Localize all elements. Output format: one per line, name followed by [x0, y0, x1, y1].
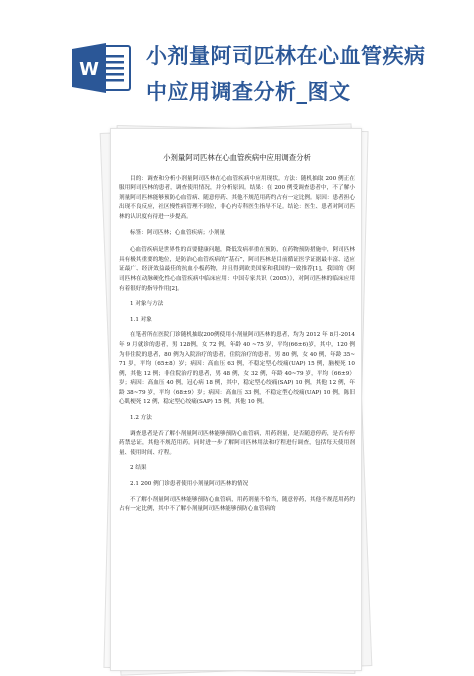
subsection-heading: 2.1 200 例门诊患者使用小剂量阿司匹林的情况	[130, 481, 249, 488]
results-paragraph: 不了解小剂量阿司匹林能够预防心血管病，用药剂量不恰当，随意停药，其他不规范用药约占有一定比例，其中不了解小剂量阿司匹林能够预防心血管病的	[119, 496, 355, 513]
svg-text:W: W	[79, 59, 99, 80]
subsection-heading: 1.1 对象	[130, 316, 152, 323]
document-title: 小剂量阿司匹林在心血管疾病中应用调查分析	[163, 153, 311, 162]
abstract-paragraph: 目的：调查和分析小剂量阿司匹林在心血管疾病中应用现状。方法：随机抽取 200 例正在服用阿司匹林的患者，调查使用情况，并分析原因。结果：在 200 例受调查患者中，不了解小剂量阿司匹林能够预防心血管病、随意停药、其他不规范用药约占有一定比例。原因：患者担心出现不良反应，社区慢性病管理不到位，非心内专科医生指导不足。结论：医生、患者对阿司匹林的认识度有待进一步提高。	[119, 175, 355, 220]
paper-sheet-front	[110, 128, 362, 671]
intro-paragraph: 心血管疾病是世界性的首要健康问题，降低发病率重在预防，在药物预防措施中，阿司匹林具有极其重要的地位，是防治心血管疾病的“基石”，阿司匹林是目前循证医学证据最丰富、适应证最广、经济效益最佳的抗血小板药物，并且得到欧美国家和我国的一致推荐[1]，我国的《阿司匹林在动脉硬化性心血管疾病中临床应用：中国专家共识（2005）》，对阿司匹林的临床应用有着很好的指导作用[2]。	[119, 247, 355, 292]
keywords-line: 标签：阿司匹林；心血管疾病；小剂量	[130, 229, 226, 236]
document-preview[interactable]	[110, 128, 360, 669]
section-heading: 1 对象与方法	[130, 301, 164, 308]
section-heading: 2 结果	[130, 465, 147, 472]
document-page	[119, 153, 355, 521]
subsection-heading: 1.2 方法	[130, 415, 152, 422]
subjects-paragraph: 在笔者所在医院门诊随机抽取200例使用小剂量阿司匹林的患者，均为 2012 年 8月-2014年 9 月就诊的患者，男 128例，女 72 例，年龄 40 ~75 岁，平均(66±6)岁，其中，120 例为非住院的患者，80 例为入院治疗的患者，住院治疗的患者，男 80 例，女 40 例，年龄 35~71 岁，平均（65±8）岁；病因：高血压 63 例，不稳定型心绞痛(UAP) 15 例，脑梗死 10 例，其他 12 例；非住院治疗的患者，男 48 例，女 32 例，年龄 40~79 岁，平均（66±9）岁；病因：高血压 40 例，冠心病 18 例，其中，稳定型心绞痛(SAP) 10 例，其他 12 例，年龄 38~79 岁，平均（68±9）岁；病因：高血压 33 例，不稳定型心绞痛(UAP) 10 例，陈旧心肌梗死 12 例，稳定型心绞痛(SAP) 15 例，其他 10 例。	[119, 332, 355, 406]
word-document-icon	[72, 42, 132, 94]
title-line-1: 小剂量阿司匹林在心血管疾病	[146, 44, 426, 68]
title-line-2: 中应用调查分析_图文	[146, 80, 351, 104]
methods-paragraph: 调查患者是否了解小剂量阿司匹林能够预防心血管病，用药剂量，是否随意停药，是否有停药禁忌证，其他不规范用药。同时进一步了解阿司匹林用法和疗程进行调查，包括每天使用剂量、使用时间、疗程。	[119, 430, 355, 456]
page-title	[146, 38, 446, 110]
